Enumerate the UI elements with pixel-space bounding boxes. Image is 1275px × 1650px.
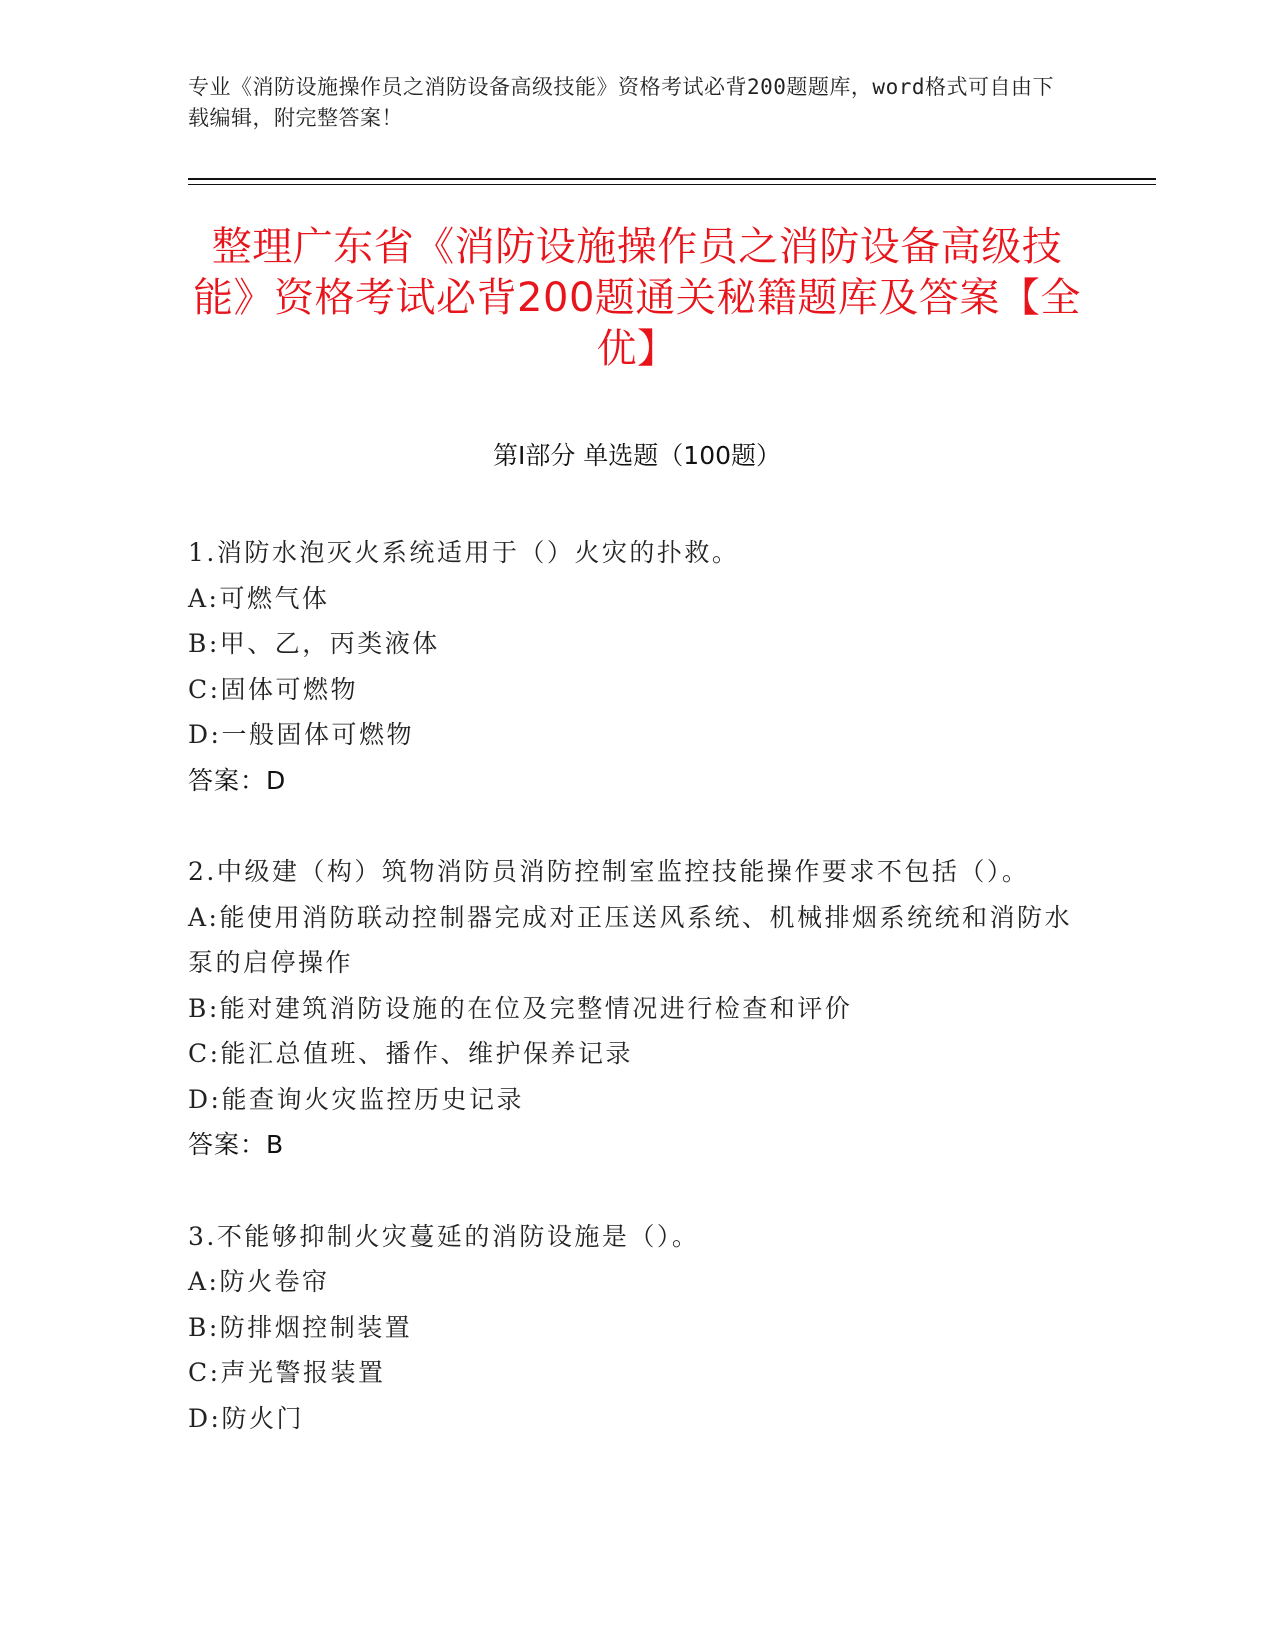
option-b: B:甲、乙，丙类液体 [188, 629, 440, 658]
option-d: D:防火门 [188, 1403, 304, 1433]
header-divider-thin [188, 184, 1156, 185]
answer-line: 答案：D [188, 765, 287, 795]
question-2 [188, 849, 1088, 1168]
option-c: C:声光警报装置 [188, 1358, 386, 1387]
header-divider-thick [188, 178, 1156, 180]
option-a: A:可燃气体 [188, 583, 330, 613]
option-b: B:防排烟控制装置 [188, 1312, 413, 1342]
option-d: D:一般固体可燃物 [188, 720, 414, 749]
document-title: 整理广东省《消防设施操作员之消防设备高级技能》资格考试必背200题通关秘籍题库及答案【全优】 [193, 224, 1081, 372]
header-note: 专业《消防设施操作员之消防设备高级技能》资格考试必背200题题库，word格式可自由下载编辑，附完整答案！ [188, 75, 1054, 130]
option-a: A:防火卷帘 [188, 1267, 330, 1296]
question-stem: 1.消防水泡灭火系统适用于（）火灾的扑救。 [188, 538, 740, 567]
option-b: B:能对建筑消防设施的在位及完整情况进行检查和评价 [188, 993, 853, 1023]
question-stem: 2.中级建（构）筑物消防员消防控制室监控技能操作要求不包括（）。 [188, 857, 1030, 886]
option-d: D:能查询火灾监控历史记录 [188, 1084, 524, 1114]
option-c: C:能汇总值班、播作、维护保养记录 [188, 1039, 634, 1068]
answer-line: 答案：B [188, 1130, 285, 1159]
question-list [188, 530, 1088, 1487]
question-stem: 3.不能够抑制火灾蔓延的消防设施是（）。 [188, 1221, 700, 1251]
option-a: A:能使用消防联动控制器完成对正压送风系统、机械排烟系统统和消防水泵的启停操作 [188, 902, 1072, 977]
section-heading: 第Ⅰ部分 单选题（100题） [492, 441, 782, 470]
question-1 [188, 530, 1088, 803]
option-c: C:固体可燃物 [188, 674, 359, 704]
question-3 [188, 1214, 1088, 1442]
